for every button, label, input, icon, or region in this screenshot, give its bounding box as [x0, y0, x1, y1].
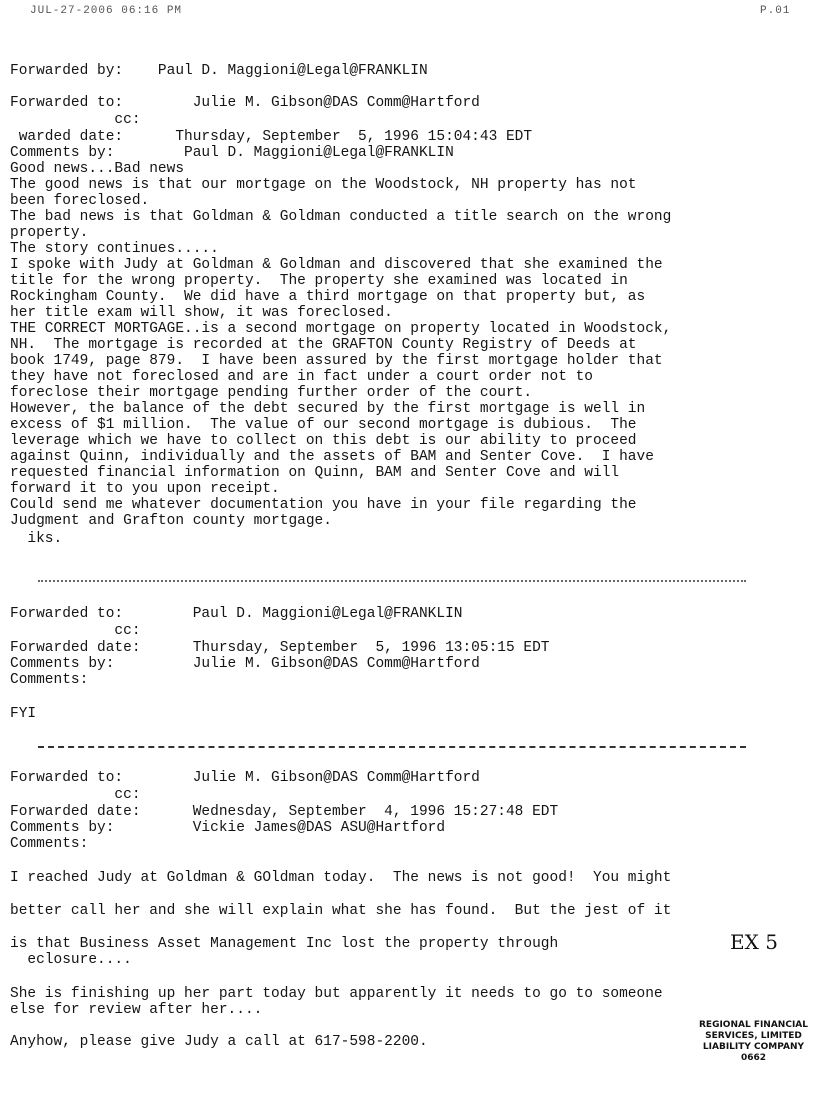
comments-by-line: Comments by: Vickie James@DAS ASU@Hartford: [10, 820, 446, 836]
body-line: forward it to you upon receipt.: [10, 481, 280, 497]
body-line: She is finishing up her part today but apparently it needs to go to someone: [10, 986, 663, 1002]
body-line: The good news is that our mortgage on the Woodstock, NH property has not: [10, 177, 637, 193]
stamp-line: 0662: [740, 1053, 767, 1063]
body-line: Could send me whatever documentation you have in your file regarding the: [10, 497, 637, 513]
cc-line: cc:: [10, 112, 141, 128]
exhibit-mark: EX 5: [730, 930, 778, 954]
forwarded-date-line: Forwarded date: Thursday, September 5, 1996 13:05:15 EDT: [10, 640, 550, 656]
fax-header-left: JUL-27-2006 06:16 PM: [30, 5, 183, 17]
body-line: property.: [10, 225, 89, 241]
body-line: Judgment and Grafton county mortgage.: [10, 513, 332, 529]
fax-header-right: P.01: [760, 5, 791, 17]
comments-by-line: Comments by: Julie M. Gibson@DAS Comm@Hartford: [10, 656, 480, 672]
separator-line: [38, 580, 746, 582]
stamp-line: LIABILITY COMPANY: [702, 1042, 805, 1052]
forwarded-to-line: Forwarded to: Julie M. Gibson@DAS Comm@Hartford: [10, 95, 480, 111]
comments-by-line: Comments by: Paul D. Maggioni@Legal@FRANKLIN: [10, 145, 454, 161]
body-line: better call her and she will explain what she has found. But the jest of it: [10, 903, 672, 919]
body-line: Rockingham County. We did have a third mortgage on that property but, as: [10, 289, 646, 305]
forwarded-by-line: Forwarded by: Paul D. Maggioni@Legal@FRANKLIN: [10, 63, 428, 79]
body-line: title for the wrong property. The property she examined was located in: [10, 273, 628, 289]
forwarded-date-line: warded date: Thursday, September 5, 1996 15:04:43 EDT: [10, 129, 533, 145]
body-line: iks.: [10, 531, 63, 547]
body-line: Good news...Bad news: [10, 161, 185, 177]
body-line: THE CORRECT MORTGAGE..is a second mortgage on property located in Woodstock,: [10, 321, 672, 337]
body-line: they have not foreclosed and are in fact under a court order not to: [10, 369, 593, 385]
forwarded-to-line: Forwarded to: Julie M. Gibson@DAS Comm@Hartford: [10, 770, 480, 786]
body-line: The story continues.....: [10, 241, 219, 257]
fyi-text: FYI: [10, 706, 37, 722]
body-line: The bad news is that Goldman & Goldman conducted a title search on the wrong: [10, 209, 672, 225]
body-line: is that Business Asset Management Inc lost the property through: [10, 936, 559, 952]
body-line: I reached Judy at Goldman & GOldman today. The news is not good! You might: [10, 870, 672, 886]
cc-line: cc:: [10, 787, 141, 803]
body-line: eclosure....: [10, 952, 132, 968]
forwarded-date-line: Forwarded date: Wednesday, September 4, 1996 15:27:48 EDT: [10, 804, 559, 820]
stamp-line: REGIONAL FINANCIAL: [698, 1020, 808, 1030]
body-line: I spoke with Judy at Goldman & Goldman and discovered that she examined the: [10, 257, 663, 273]
body-line: However, the balance of the debt secured by the first mortgage is well in: [10, 401, 646, 417]
body-line: else for review after her....: [10, 1002, 263, 1018]
company-stamp: [696, 1020, 811, 1064]
separator-line: [38, 746, 746, 748]
body-line: Anyhow, please give Judy a call at 617-598-2200.: [10, 1034, 428, 1050]
body-line: excess of $1 million. The value of our second mortgage is dubious. The: [10, 417, 637, 433]
cc-line: cc:: [10, 623, 141, 639]
body-line: against Quinn, individually and the assets of BAM and Senter Cove. I have: [10, 449, 654, 465]
body-line: book 1749, page 879. I have been assured by the first mortgage holder that: [10, 353, 663, 369]
body-line: NH. The mortgage is recorded at the GRAFTON County Registry of Deeds at: [10, 337, 637, 353]
body-line: foreclose their mortgage pending further order of the court.: [10, 385, 533, 401]
body-line: her title exam will show, it was foreclosed.: [10, 305, 393, 321]
body-line: requested financial information on Quinn, BAM and Senter Cove and will: [10, 465, 620, 481]
comments-label: Comments:: [10, 672, 89, 688]
body-line: leverage which we have to collect on this debt is our ability to proceed: [10, 433, 637, 449]
forwarded-to-line: Forwarded to: Paul D. Maggioni@Legal@FRANKLIN: [10, 606, 463, 622]
stamp-line: SERVICES, LIMITED: [705, 1031, 802, 1041]
comments-label: Comments:: [10, 836, 89, 852]
body-line: been foreclosed.: [10, 193, 150, 209]
